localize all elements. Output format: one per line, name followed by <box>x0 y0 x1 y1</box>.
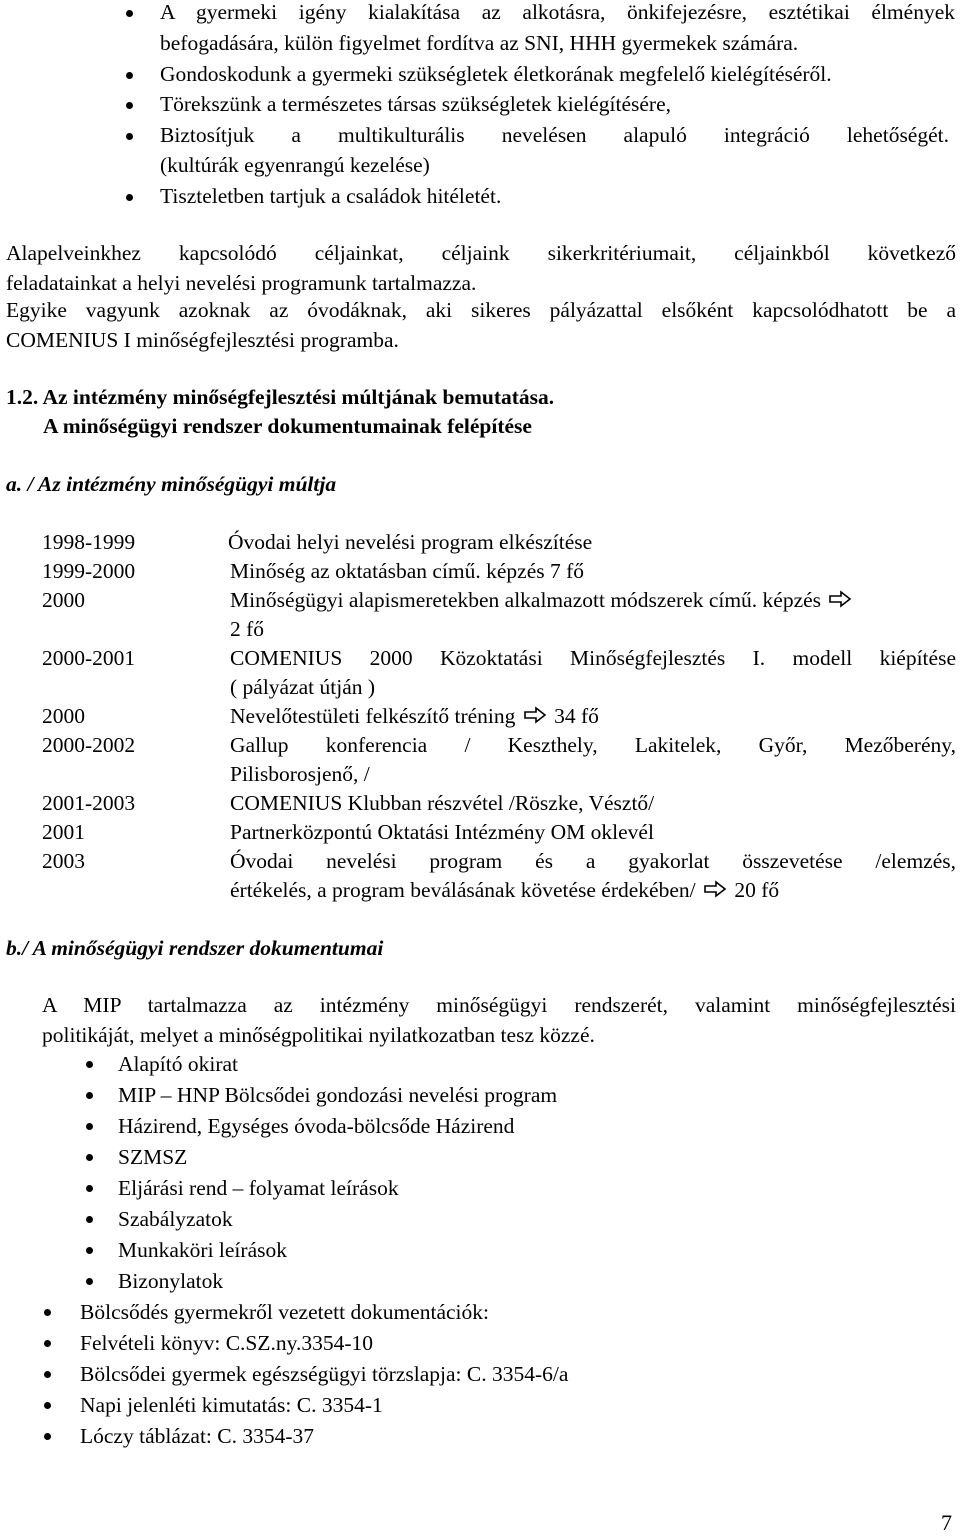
list-item: Házirend, Egységes óvoda-bölcsőde Házirend <box>118 1114 515 1138</box>
bullet-icon <box>86 1278 93 1285</box>
bullet-icon <box>44 1402 51 1409</box>
history-year: 2001 <box>42 820 85 844</box>
history-desc: Partnerközpontú Oktatási Intézmény OM oklevél <box>230 820 654 844</box>
list-item: Törekszünk a természetes társas szükségletek kielégítésére, <box>160 92 672 116</box>
history-desc: COMENIUS Klubban részvétel /Röszke, Vésztő/ <box>230 791 655 815</box>
history-desc <box>230 704 599 729</box>
page-number: 7 <box>941 1510 952 1535</box>
history-desc: Gallup konferencia / Keszthely, Lakitelek, Győr, Mezőberény, <box>230 733 956 757</box>
history-desc-count: 34 fő <box>554 704 599 728</box>
bullet-icon <box>86 1061 93 1068</box>
list-item: Lóczy táblázat: C. 3354-37 <box>80 1424 315 1448</box>
list-item: Felvételi könyv: C.SZ.ny.3354-10 <box>80 1331 374 1355</box>
history-desc: COMENIUS 2000 Közoktatási Minőségfejlesztés I. modell kiépítése <box>230 646 956 670</box>
paragraph-comenius-line1: Egyike vagyunk azoknak az óvodáknak, aki sikeres pályázattal elsőként kapcsolódhatott be a <box>6 298 956 322</box>
hollow-right-arrow-icon <box>523 706 547 724</box>
list-item: Szabályzatok <box>118 1207 233 1231</box>
list-item: Munkaköri leírások <box>118 1238 287 1262</box>
list-item: Napi jelenléti kimutatás: C. 3354-1 <box>80 1393 383 1417</box>
history-year: 2000 <box>42 704 85 728</box>
section-subheading: A minőségügyi rendszer dokumentumainak felépítése <box>43 414 532 438</box>
history-year: 2003 <box>42 849 85 873</box>
bullet-icon <box>44 1371 51 1378</box>
bullet-icon <box>44 1309 51 1316</box>
bullet-icon <box>86 1123 93 1130</box>
hollow-right-arrow-icon <box>703 880 727 898</box>
bullet-icon <box>126 102 133 109</box>
bullet-icon <box>126 72 133 79</box>
bullet-icon <box>86 1185 93 1192</box>
history-year: 2000 <box>42 588 85 612</box>
subsection-heading-a: a. / Az intézmény minőségügyi múltja <box>6 472 337 496</box>
bullet-icon <box>44 1340 51 1347</box>
list-item: A gyermeki igény kialakítása az alkotásra, önkifejezésre, esztétikai élmények <box>160 0 955 24</box>
list-item: SZMSZ <box>118 1145 188 1169</box>
paragraph-mip-line2: politikáját, melyet a minőségpolitikai nyilatkozatban tesz közzé. <box>42 1023 595 1047</box>
paragraph-goals-line2: feladatainkat a helyi nevelési programunk tartalmazza. <box>6 271 477 295</box>
list-item: Bizonylatok <box>118 1269 224 1293</box>
history-desc-cont: ( pályázat útján ) <box>230 675 376 699</box>
bullet-icon <box>126 10 133 17</box>
history-year: 1999-2000 <box>42 559 136 583</box>
list-item: Eljárási rend – folyamat leírások <box>118 1176 399 1200</box>
bullet-icon <box>86 1092 93 1099</box>
list-item: Gondoskodunk a gyermeki szükségletek életkorának megfelelő kielégítéséről. <box>160 62 832 86</box>
paragraph-mip-line1: A MIP tartalmazza az intézmény minőségügyi rendszerét, valamint minőségfejlesztési <box>42 993 956 1017</box>
list-item: Bölcsődei gyermek egészségügyi törzslapja: C. 3354-6/a <box>80 1362 569 1386</box>
bullet-icon <box>44 1433 51 1440</box>
history-year: 2001-2003 <box>42 791 136 815</box>
history-desc <box>230 588 854 613</box>
history-desc: Óvodai helyi nevelési program elkészítése <box>228 530 593 554</box>
hollow-right-arrow-icon <box>828 590 852 608</box>
list-item: Alapító okirat <box>118 1052 239 1076</box>
list-item: MIP – HNP Bölcsődei gondozási nevelési program <box>118 1083 558 1107</box>
bullet-icon <box>126 194 133 201</box>
list-item: Biztosítjuk a multikulturális nevelésen alapuló integráció lehetőségét. <box>160 123 949 147</box>
history-desc-cont <box>230 878 779 903</box>
history-desc-cont: Pilisborosjenő, / <box>230 762 370 786</box>
history-year: 2000-2002 <box>42 733 136 757</box>
history-desc-text: Nevelőtestületi felkészítő tréning <box>230 704 516 728</box>
history-desc-cont: 2 fő <box>230 617 265 641</box>
list-item: Bölcsődés gyermekről vezetett dokumentációk: <box>80 1300 489 1324</box>
list-item-cont: befogadására, külön figyelmet fordítva az SNI, HHH gyermekek számára. <box>160 31 799 55</box>
subsection-heading-b: b./ A minőségügyi rendszer dokumentumai <box>6 936 384 960</box>
section-heading: 1.2. Az intézmény minőségfejlesztési múltjának bemutatása. <box>6 385 555 409</box>
history-desc-text: értékelés, a program beválásának követése érdekében/ <box>230 878 696 902</box>
bullet-icon <box>126 133 133 140</box>
history-desc: Óvodai nevelési program és a gyakorlat összevetése /elemzés, <box>230 849 956 873</box>
history-desc-count: 20 fő <box>734 878 780 902</box>
history-year: 1998-1999 <box>42 530 136 554</box>
list-item: Tiszteletben tartjuk a családok hitéletét. <box>160 184 502 208</box>
history-year: 2000-2001 <box>42 646 136 670</box>
history-desc-text: Minőségügyi alapismeretekben alkalmazott módszerek című. képzés <box>230 588 822 612</box>
paragraph-goals-line1: Alapelveinkhez kapcsolódó céljainkat, céljaink sikerkritériumait, céljainkból következő <box>6 241 956 265</box>
list-item-cont: (kultúrák egyenrangú kezelése) <box>160 153 430 177</box>
bullet-icon <box>86 1216 93 1223</box>
paragraph-comenius-line2: COMENIUS I minőségfejlesztési programba. <box>6 328 399 352</box>
history-desc: Minőség az oktatásban című. képzés 7 fő <box>230 559 585 583</box>
bullet-icon <box>86 1154 93 1161</box>
bullet-icon <box>86 1247 93 1254</box>
